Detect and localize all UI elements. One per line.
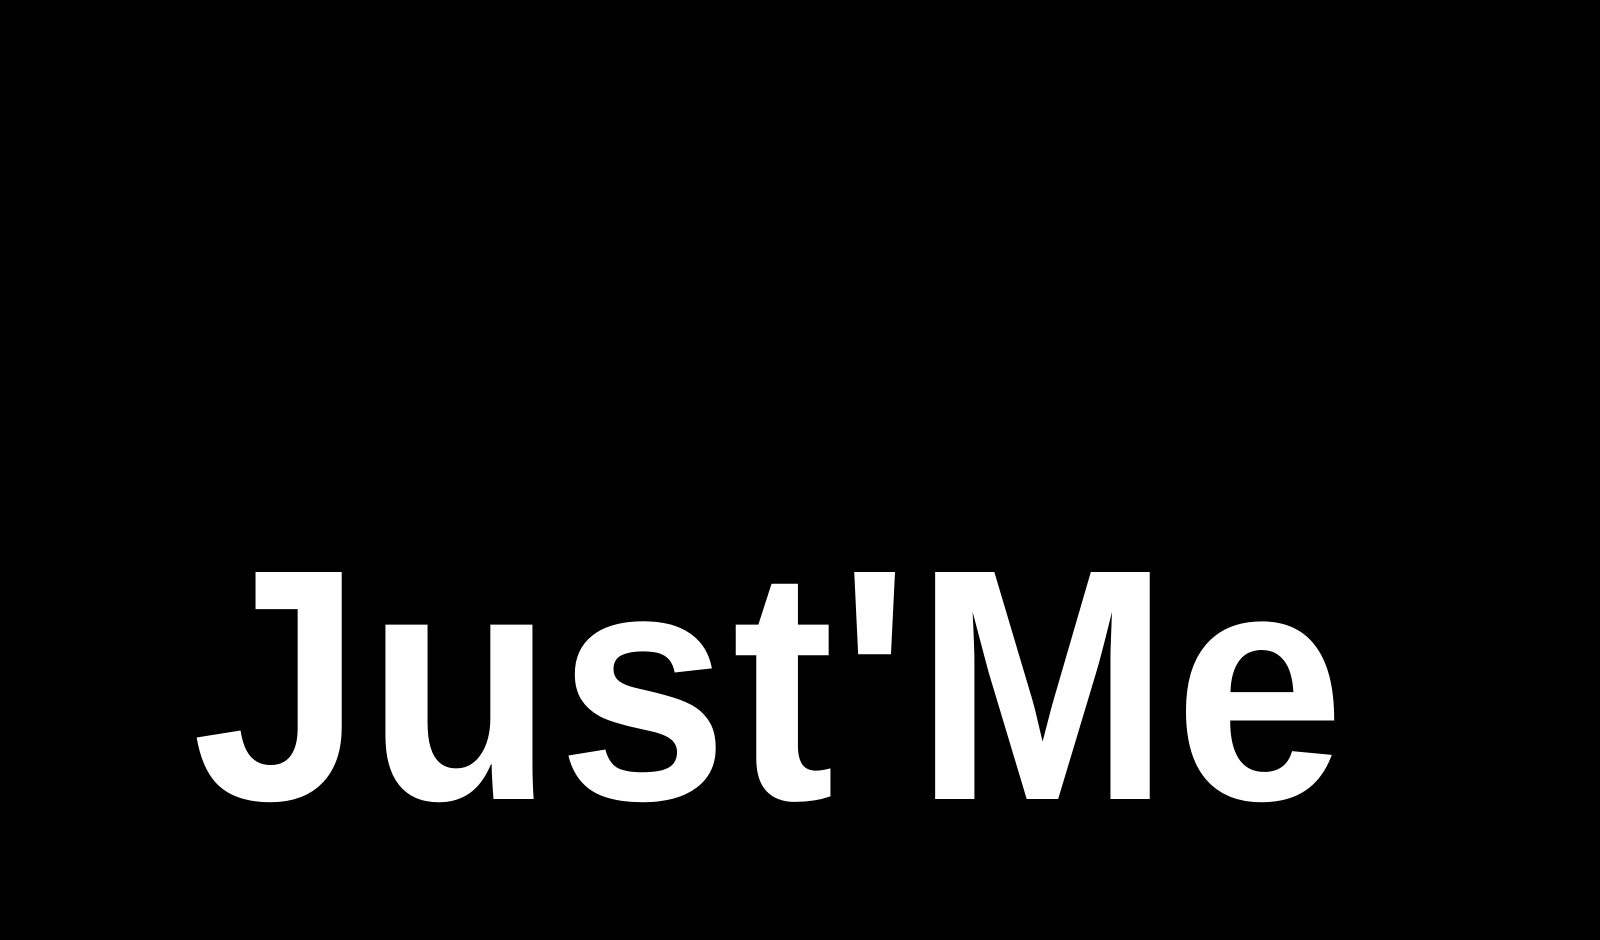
brand-title: Just'Me [192, 500, 1349, 869]
